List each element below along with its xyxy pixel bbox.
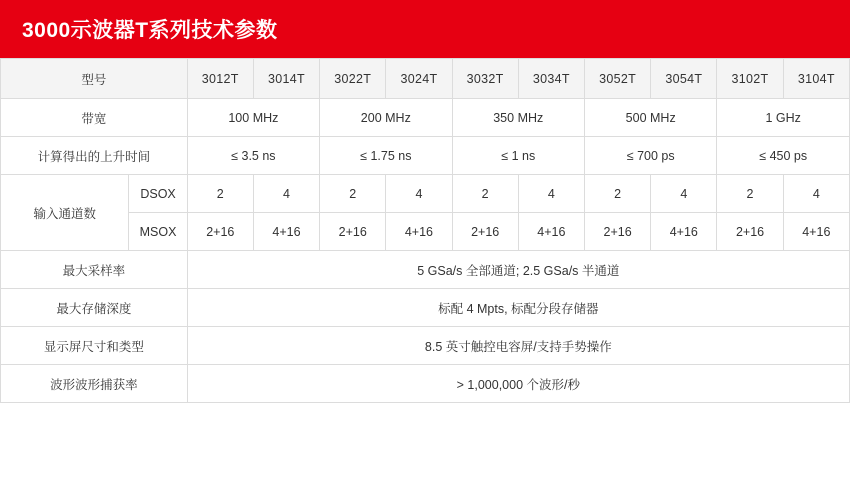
model-header-7: 3054T [651, 59, 717, 99]
page-title-bar [0, 0, 850, 58]
msox-value-8: 2+16 [717, 213, 783, 251]
rise-time-value-0: ≤ 3.5 ns [187, 137, 319, 175]
table-row [1, 327, 850, 365]
msox-value-4: 2+16 [452, 213, 518, 251]
msox-value-1: 4+16 [253, 213, 319, 251]
memory-depth-value: 标配 4 Mpts, 标配分段存储器 [187, 289, 849, 327]
dsox-value-5: 4 [518, 175, 584, 213]
sample-rate-value: 5 GSa/s 全部通道; 2.5 GSa/s 半通道 [187, 251, 849, 289]
dsox-value-9: 4 [783, 175, 849, 213]
dsox-value-2: 2 [320, 175, 386, 213]
row-label-bandwidth: 带宽 [1, 99, 188, 137]
msox-value-0: 2+16 [187, 213, 253, 251]
dsox-value-7: 4 [651, 175, 717, 213]
sub-label-dsox: DSOX [129, 175, 187, 213]
rise-time-value-4: ≤ 450 ps [717, 137, 850, 175]
bandwidth-value-3: 500 MHz [584, 99, 716, 137]
msox-value-7: 4+16 [651, 213, 717, 251]
bandwidth-value-0: 100 MHz [187, 99, 319, 137]
capture-rate-value: > 1,000,000 个波形/秒 [187, 365, 849, 403]
dsox-value-3: 4 [386, 175, 452, 213]
rise-time-value-2: ≤ 1 ns [452, 137, 584, 175]
row-label-input-channels: 输入通道数 [1, 175, 129, 251]
model-header-4: 3032T [452, 59, 518, 99]
table-row [1, 365, 850, 403]
model-header-1: 3014T [253, 59, 319, 99]
rise-time-value-3: ≤ 700 ps [584, 137, 716, 175]
bandwidth-value-4: 1 GHz [717, 99, 850, 137]
table-row [1, 289, 850, 327]
table-row [1, 251, 850, 289]
row-label-capture-rate: 波形波形捕获率 [1, 365, 188, 403]
table-row [1, 137, 850, 175]
model-header-5: 3034T [518, 59, 584, 99]
row-label-sample-rate: 最大采样率 [1, 251, 188, 289]
rise-time-value-1: ≤ 1.75 ns [320, 137, 452, 175]
msox-value-2: 2+16 [320, 213, 386, 251]
msox-value-9: 4+16 [783, 213, 849, 251]
msox-value-6: 2+16 [584, 213, 650, 251]
model-header-8: 3102T [717, 59, 783, 99]
model-header-2: 3022T [320, 59, 386, 99]
row-label-rise-time: 计算得出的上升时间 [1, 137, 188, 175]
specifications-table [0, 58, 850, 403]
header-row-label: 型号 [1, 59, 188, 99]
dsox-value-6: 2 [584, 175, 650, 213]
table-header-row [1, 59, 850, 99]
model-header-9: 3104T [783, 59, 849, 99]
dsox-value-1: 4 [253, 175, 319, 213]
page-title: 3000示波器T系列技术参数 [22, 19, 278, 42]
row-label-display: 显示屏尺寸和类型 [1, 327, 188, 365]
model-header-3: 3024T [386, 59, 452, 99]
dsox-value-4: 2 [452, 175, 518, 213]
bandwidth-value-1: 200 MHz [320, 99, 452, 137]
bandwidth-value-2: 350 MHz [452, 99, 584, 137]
msox-value-5: 4+16 [518, 213, 584, 251]
msox-value-3: 4+16 [386, 213, 452, 251]
model-header-0: 3012T [187, 59, 253, 99]
dsox-value-0: 2 [187, 175, 253, 213]
table-row [1, 175, 850, 213]
table-row [1, 99, 850, 137]
dsox-value-8: 2 [717, 175, 783, 213]
model-header-6: 3052T [584, 59, 650, 99]
row-label-memory-depth: 最大存储深度 [1, 289, 188, 327]
display-value: 8.5 英寸触控电容屏/支持手势操作 [187, 327, 849, 365]
sub-label-msox: MSOX [129, 213, 187, 251]
